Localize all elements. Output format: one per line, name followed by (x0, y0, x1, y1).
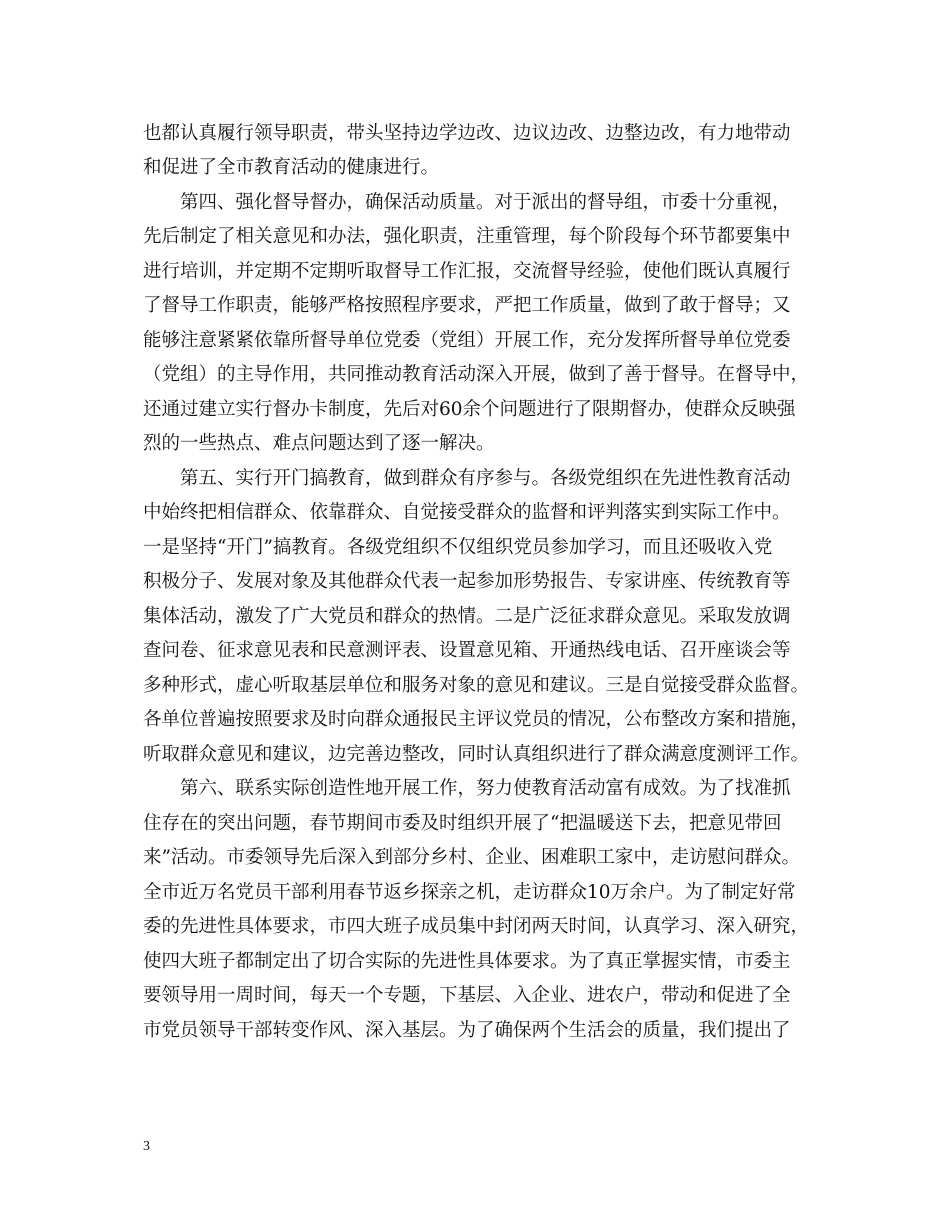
text-line: 烈的一些热点、难点问题达到了逐一解决。 (143, 433, 495, 454)
paragraph-start-line: 第六、联系实际创造性地开展工作，努力使教育活动富有成效。为了找准抓 (180, 778, 791, 799)
text-line: 市党员领导干部转变作风、深入基层。为了确保两个生活会的质量，我们提出了 (143, 1020, 791, 1041)
text-line: 还通过建立实行督办卡制度，先后对60余个问题进行了限期督办，使群众反映强 (143, 399, 796, 420)
text-line: 住存在的突出问题，春节期间市委及时组织开展了“把温暖送下去，把意见带回 (143, 813, 782, 834)
text-line: 一是坚持“开门”搞教育。各级党组织不仅组织党员参加学习，而且还吸收入党 (143, 537, 773, 558)
text-line: （党组）的主导作用，共同推动教育活动深入开展，做到了善于督导。在督导中， (143, 364, 810, 385)
text-line: 全市近万名党员干部利用春节返乡探亲之机，走访群众10万余户。为了制定好常 (143, 882, 796, 903)
page-number: 3 (143, 1139, 150, 1154)
text-line: 中始终把相信群众、依靠群众、自觉接受群众的监督和评判落实到实际工作中。 (143, 502, 791, 523)
text-line: 多种形式，虚心听取基层单位和服务对象的意见和建议。三是自觉接受群众监督。 (143, 675, 810, 696)
text-line: 和促进了全市教育活动的健康进行。 (143, 157, 440, 178)
text-line: 听取群众意见和建议，边完善边整改，同时认真组织进行了群众满意度测评工作。 (143, 744, 810, 765)
paragraph-start-line: 第四、强化督导督办，确保活动质量。对于派出的督导组，市委十分重视， (180, 192, 791, 213)
text-line: 要领导用一周时间，每天一个专题，下基层、入企业、进农户，带动和促进了全 (143, 985, 791, 1006)
paragraph-start-line: 第五、实行开门搞教育，做到群众有序参与。各级党组织在先进性教育活动 (180, 468, 791, 489)
text-line: 使四大班子都制定出了切合实际的先进性具体要求。为了真正掌握实情，市委主 (143, 951, 791, 972)
text-line: 积极分子、发展对象及其他群众代表一起参加形势报告、专家讲座、传统教育等 (143, 571, 791, 592)
text-line: 来”活动。市委领导先后深入到部分乡村、企业、困难职工家中，走访慰问群众。 (143, 847, 800, 868)
text-line: 也都认真履行领导职责，带头坚持边学边改、边议边改、边整边改，有力地带动 (143, 123, 791, 144)
text-line: 能够注意紧紧依靠所督导单位党委（党组）开展工作，充分发挥所督导单位党委 (143, 330, 791, 351)
text-line: 查问卷、征求意见表和民意测评表、设置意见箱、开通热线电话、召开座谈会等 (143, 640, 791, 661)
text-line: 委的先进性具体要求，市四大班子成员集中封闭两天时间，认真学习、深入研究， (143, 916, 810, 937)
text-line: 集体活动，激发了广大党员和群众的热情。二是广泛征求群众意见。采取发放调 (143, 606, 791, 627)
text-line: 先后制定了相关意见和办法，强化职责，注重管理，每个阶段每个环节都要集中 (143, 226, 791, 247)
text-line: 各单位普遍按照要求及时向群众通报民主评议党员的情况，公布整改方案和措施， (143, 709, 810, 730)
text-line: 进行培训，并定期不定期听取督导工作汇报，交流督导经验，使他们既认真履行 (143, 261, 791, 282)
text-line: 了督导工作职责，能够严格按照程序要求，严把工作质量，做到了敢于督导；又 (143, 295, 791, 316)
